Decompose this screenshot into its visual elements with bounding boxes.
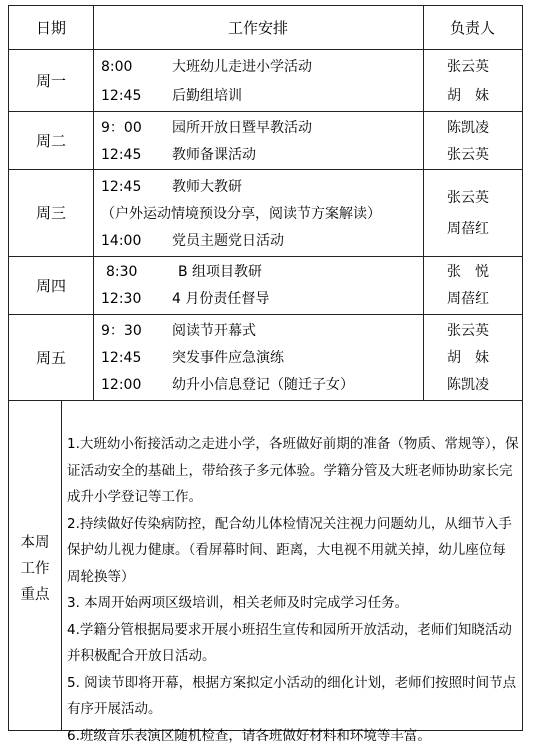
tuesday-owner-1: 陈凯凌 <box>447 118 489 138</box>
wednesday-owner-1: 张云英 <box>447 188 489 208</box>
item-task: 教师备课活动 <box>172 145 256 165</box>
key-label-line: 工作 <box>21 556 50 582</box>
item-task: 幼升小信息登记（随迁子女） <box>172 375 354 395</box>
day-friday: 周五 <box>9 314 93 400</box>
item-time: 8:30 <box>106 262 137 282</box>
key-point-item: 1.大班幼小衔接活动之走进小学，各班做好前期的准备（物质、常规等），保证活动安全的基础上，带给孩子多元体验。学籍分管及大班老师协助家长完成升小学登记等工作。 <box>67 431 519 511</box>
schedule-table <box>8 5 523 731</box>
day-thursday: 周四 <box>9 256 93 314</box>
item-time: 9：30 <box>101 321 142 341</box>
item-time: 12:45 <box>101 145 141 165</box>
key-label-line: 重点 <box>21 582 50 608</box>
key-label-divider <box>61 400 62 731</box>
key-label-line: 本周 <box>21 530 50 556</box>
key-points-list <box>67 431 519 749</box>
friday-owner-1: 张云英 <box>447 321 489 341</box>
item-time: 12:45 <box>101 348 141 368</box>
monday-owner-1: 张云英 <box>447 57 489 77</box>
tuesday-owner-2: 张云英 <box>447 145 489 165</box>
col-divider-1 <box>93 6 94 400</box>
item-task: 阅读节开幕式 <box>172 321 256 341</box>
col-divider-2 <box>423 6 424 400</box>
item-task: 党员主题党日活动 <box>172 231 284 251</box>
item-task: 突发事件应急演练 <box>172 348 284 368</box>
key-points-label <box>9 406 61 732</box>
item-time: 8:00 <box>101 57 132 77</box>
thursday-owner-1: 张 悦 <box>447 262 489 282</box>
friday-owner-3: 陈凯凌 <box>447 375 489 395</box>
item-task: 园所开放日暨早教活动 <box>172 118 312 138</box>
key-point-item: 3. 本周开始两项区级培训，相关老师及时完成学习任务。 <box>67 590 519 617</box>
header-work: 工作安排 <box>93 6 423 49</box>
key-point-item: 5. 阅读节即将开幕，根据方案拟定小活动的细化计划，老师们按照时间节点有序开展活动。 <box>67 670 519 723</box>
key-point-item: 2.持续做好传染病防控，配合幼儿体检情况关注视力问题幼儿，从细节入手保护幼儿视力健康。（看屏幕时间、距离，大电视不用就关掉，幼儿座位每周轮换等） <box>67 511 519 591</box>
item-task: B 组项目教研 <box>178 262 262 282</box>
header-owner: 负责人 <box>423 6 522 49</box>
item-time: 9：00 <box>101 118 142 138</box>
item-time: 12:45 <box>101 177 141 197</box>
item-time: 12:00 <box>101 375 141 395</box>
key-point-item: 6.班级音乐表演区随机检查，请各班做好材料和环境等丰富。 <box>67 723 519 749</box>
item-time: 14:00 <box>101 231 141 251</box>
item-task: 后勤组培训 <box>172 86 242 106</box>
item-task: 大班幼儿走进小学活动 <box>172 57 312 77</box>
day-tuesday: 周二 <box>9 111 93 169</box>
item-time: 12:45 <box>101 86 141 106</box>
friday-owner-2: 胡 妹 <box>447 348 489 368</box>
header-date: 日期 <box>9 6 93 49</box>
key-point-item: 4.学籍分管根据局要求开展小班招生宣传和园所开放活动，老师们知晓活动并积极配合开放日活动。 <box>67 617 519 670</box>
monday-owner-2: 胡 妹 <box>447 86 489 106</box>
item-time: 12:30 <box>101 289 141 309</box>
day-wednesday: 周三 <box>9 169 93 256</box>
thursday-owner-2: 周蓓红 <box>447 289 489 309</box>
item-task: （户外运动情境预设分享，阅读节方案解读） <box>101 204 381 224</box>
wednesday-owner-2: 周蓓红 <box>447 219 489 239</box>
item-task: 4 月份责任督导 <box>172 289 269 309</box>
day-monday: 周一 <box>9 49 93 111</box>
item-task: 教师大教研 <box>172 177 242 197</box>
row-divider-5 <box>9 400 522 401</box>
